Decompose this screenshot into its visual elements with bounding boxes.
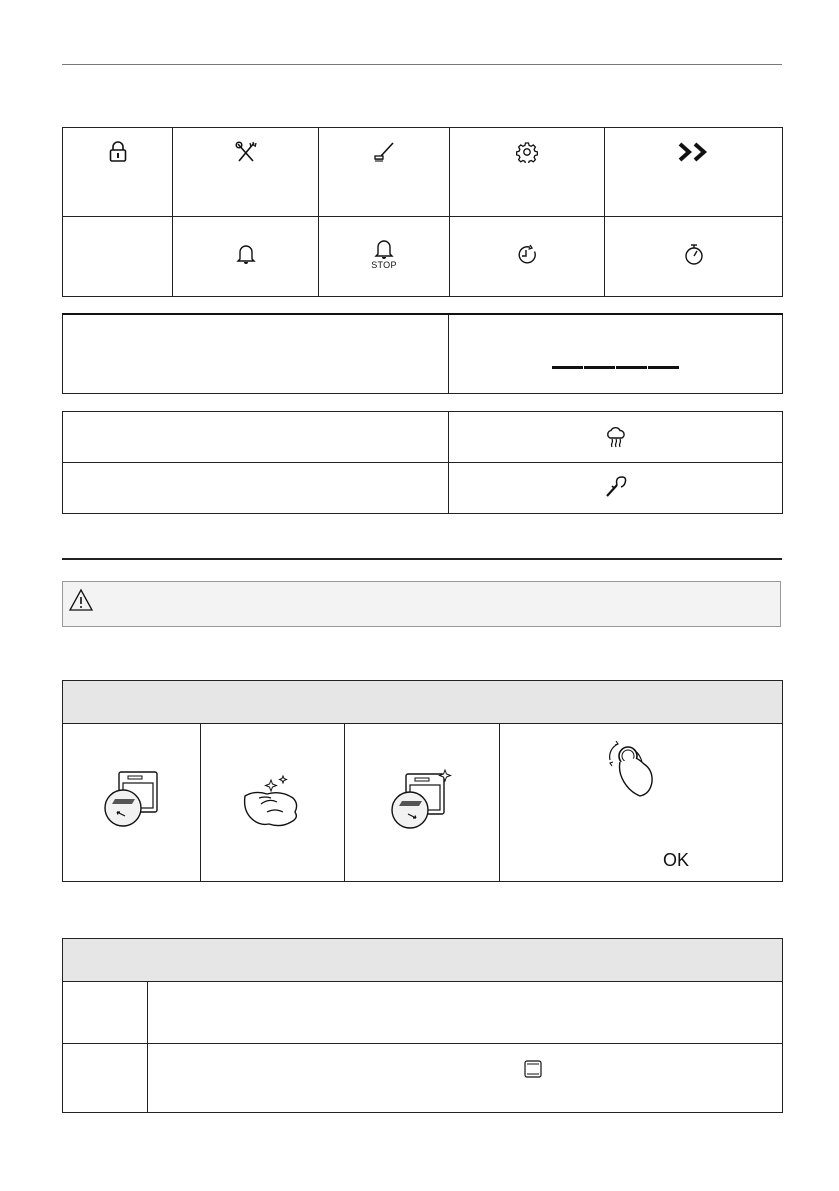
probe-icon	[604, 475, 628, 499]
wipe-hands-icon	[241, 774, 311, 830]
cell-brush	[319, 128, 450, 217]
oven-square-icon	[524, 1060, 542, 1078]
section-rule	[62, 558, 782, 560]
features-row2-right	[449, 463, 783, 514]
cleaning-cell-2	[201, 724, 345, 882]
stopwatch-icon	[683, 243, 705, 266]
knob-rotate-icon	[608, 738, 658, 802]
step-2-num	[63, 1044, 148, 1113]
steps-table	[62, 938, 783, 1113]
brush-icon	[373, 141, 395, 163]
bell-stop-icon	[371, 239, 397, 270]
cell-forward	[605, 128, 783, 217]
cell-lock	[63, 128, 173, 217]
top-rule	[62, 64, 782, 65]
step-1-text	[148, 982, 783, 1044]
cell-bell	[173, 217, 319, 297]
display-left-cell	[63, 314, 449, 393]
cell-bell-stop	[319, 217, 450, 297]
warning-triangle-icon	[68, 588, 94, 612]
features-table	[62, 411, 783, 514]
clock-delay-icon	[516, 244, 538, 266]
features-row1-left	[63, 412, 449, 463]
warning-box	[62, 581, 781, 627]
lock-icon	[108, 141, 128, 163]
icons-table	[62, 127, 783, 297]
cell-cutlery	[173, 128, 319, 217]
display-table	[62, 313, 783, 394]
features-row1-right	[449, 412, 783, 463]
cleaning-cell-3	[345, 724, 500, 882]
stop-label: STOP	[371, 260, 397, 270]
features-row2-left	[63, 463, 449, 514]
step-1-num	[63, 982, 148, 1044]
ok-label: OK	[663, 850, 690, 870]
cleaning-cell-4	[500, 724, 783, 882]
cutlery-icon	[234, 141, 258, 163]
segment-display-icon	[552, 365, 680, 371]
gear-icon	[516, 141, 538, 163]
cell-empty	[63, 217, 173, 297]
display-right-cell	[449, 314, 783, 393]
oven-tray-out-icon	[103, 770, 163, 832]
cell-clock-delay	[450, 217, 605, 297]
cleaning-header	[63, 681, 783, 724]
steps-header	[63, 939, 783, 982]
bell-icon	[236, 243, 256, 265]
step-2-cell	[148, 1044, 783, 1113]
cell-stopwatch	[605, 217, 783, 297]
cell-gear	[450, 128, 605, 217]
cleaning-table	[62, 680, 783, 882]
cleaning-cell-1	[63, 724, 201, 882]
steam-icon	[605, 426, 627, 448]
double-chevron-icon	[678, 142, 710, 162]
oven-tray-in-clean-icon	[390, 768, 452, 832]
